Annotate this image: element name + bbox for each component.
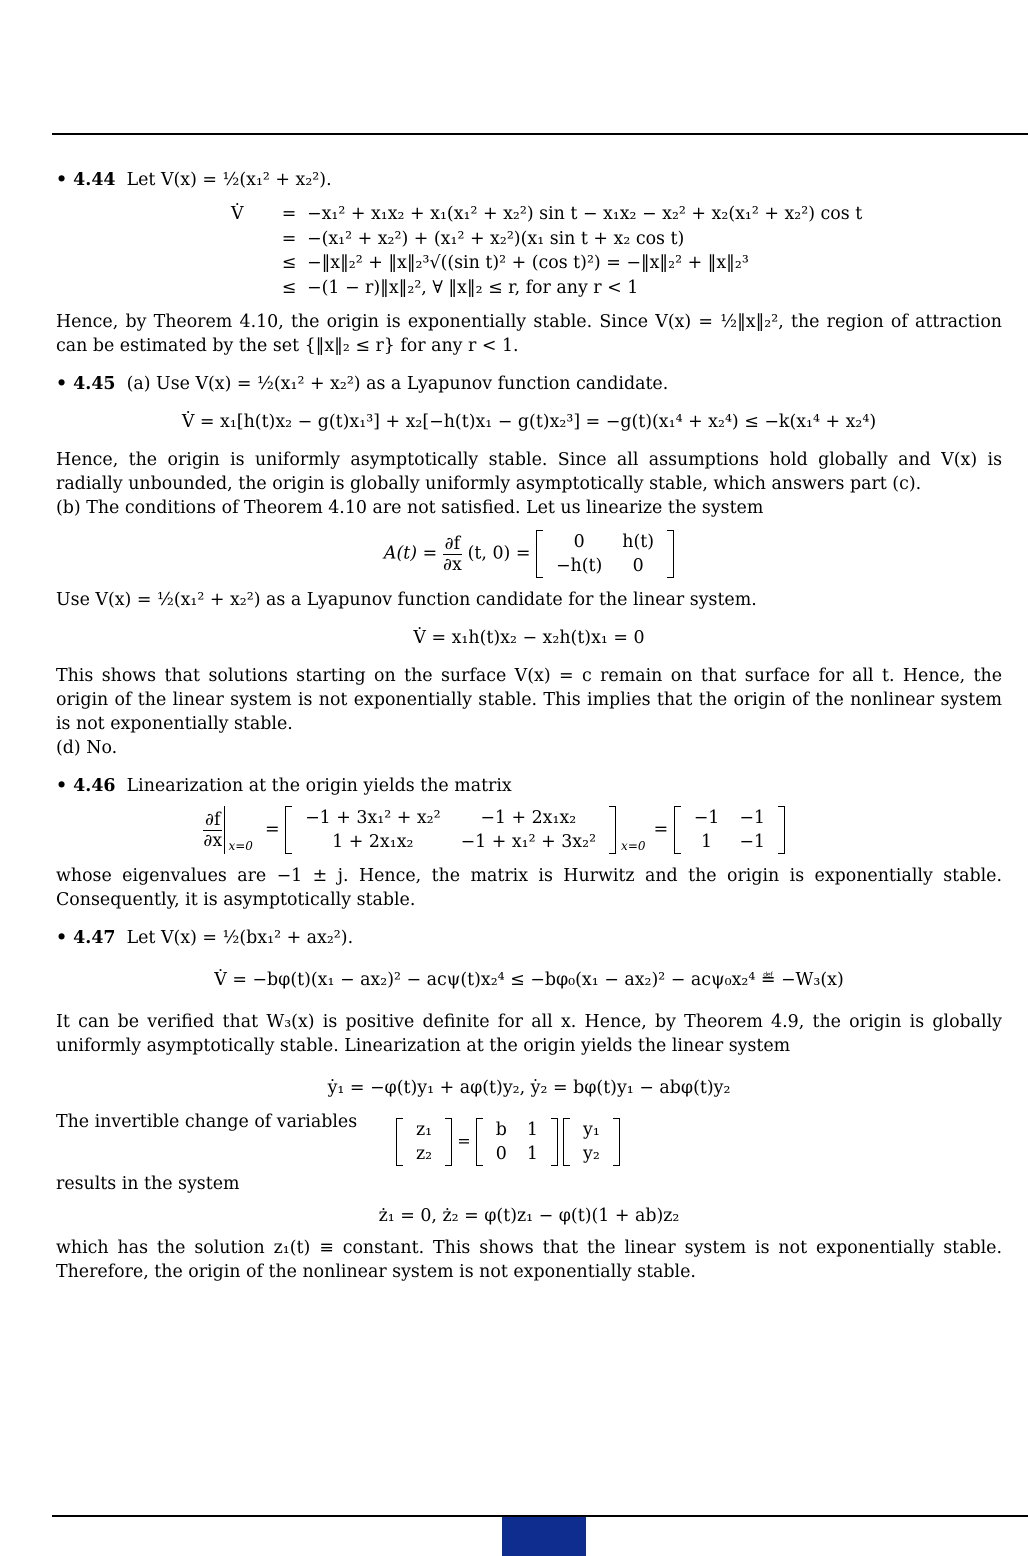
vector-y: y₁ y₂ — [563, 1118, 620, 1166]
page-content — [56, 168, 1002, 1284]
paragraph-part-d: (d) No. — [56, 738, 118, 758]
matrix-jacobian: −1 + 3x₁² + x₂² −1 + 2x₁x₂ 1 + 2x₁x₂ −1 + x₁² + 3x₂² — [285, 806, 616, 854]
paragraph-part-b: (b) The conditions of Theorem 4.10 are not satisfied. Let us linearize the system — [56, 498, 764, 518]
paragraph-results: results in the system — [56, 1174, 240, 1194]
matrix-transform: b 1 0 1 — [476, 1118, 558, 1166]
evaluation-bar: x=0 — [224, 806, 259, 854]
equation-vdot-linear: V̇ = x₁h(t)x₂ − x₂h(t)x₁ = 0 — [413, 628, 645, 648]
paragraph-linear-lyapunov: Use V(x) = ½(x₁² + x₂²) as a Lyapunov function candidate for the linear system. — [56, 590, 757, 610]
exercise-4-46-conclusion: whose eigenvalues are −1 ± j. Hence, the matrix is Hurwitz and the origin is exponentially stable. Consequently, it is asymptotically stable. — [56, 866, 1002, 910]
matrix-A: 0 h(t) −h(t) 0 — [536, 530, 674, 578]
exercise-4-46-intro: • 4.46 Linearization at the origin yields the matrix — [56, 776, 512, 796]
jacobian-origin-equation: $\frac{\partial f}{\partial x}$ x=0 = −1 + 3x₁² + x₂² −1 + 2x₁x₂ 1 + 2x₁x₂ −1 + x₁² + 3x₂² x=0 = −1 −1 1 −1 — [0, 806, 1002, 854]
exercise-number: 4.46 — [73, 776, 116, 796]
equation-linear-system: ẏ₁ = −φ(t)y₁ + aφ(t)y₂, ẏ₂ = bφ(t)y₁ − abφ(t)y₂ — [327, 1078, 731, 1098]
header-rule — [52, 133, 1028, 135]
exercise-4-44-conclusion: Hence, by Theorem 4.10, the origin is exponentially stable. Since V(x) = ½‖x‖₂², the region of attraction can be estimated by the set {‖x‖₂ ≤ r} for any r < 1. — [56, 312, 1002, 356]
paragraph-not-exponential: This shows that solutions starting on the surface V(x) = c remain on that surface for all t. Hence, the origin of the linear system is not exponentially stable. This implies that the origin of the nonlinear system is not exponentially stable. — [56, 666, 1002, 734]
transform-equation: z₁ z₂ = b 1 0 1 y₁ y₂ — [396, 1118, 620, 1166]
equation-vdot-447: V̇ = −bφ(t)(x₁ − ax₂)² − acψ(t)x₂⁴ ≤ −bφ₀(x₁ − ax₂)² − acψ₀x₂⁴ ≝ −W₃(x) — [214, 970, 844, 990]
derivation-lhs: V̇ — [231, 204, 244, 224]
page-number-tab — [502, 1517, 586, 1556]
exercise-4-47-conclusion: which has the solution z₁(t) ≡ constant. This shows that the linear system is not exponentially stable. Therefore, the origin of the nonlinear system is not exponentially stable. — [56, 1238, 1002, 1282]
paragraph-change-of-variables: The invertible change of variables — [56, 1112, 358, 1132]
matrix-evaluated: −1 −1 1 −1 — [674, 806, 785, 854]
jacobian-A-equation: A(t) = $\frac{\partial f}{\partial x}$ (t, 0) = 0 h(t) −h(t) 0 — [56, 530, 1002, 578]
paragraph-positive-definite: It can be verified that W₃(x) is positive definite for all x. Hence, by Theorem 4.9, the origin is globally uniformly asymptotically stable. Linearization at the origin yields the linear system — [56, 1012, 1002, 1056]
exercise-4-47-intro: • 4.47 Let V(x) = ½(bx₁² + ax₂²). — [56, 928, 354, 948]
partial-fraction: $\frac{\partial f}{\partial x}$ — [203, 809, 223, 851]
exercise-number: 4.45 — [73, 374, 116, 394]
exercise-4-44-intro: • 4.44 Let V(x) = ½(x₁² + x₂²). — [56, 170, 332, 190]
vector-z: z₁ z₂ — [396, 1118, 452, 1166]
exercise-number: 4.47 — [73, 928, 116, 948]
equation-z-system: ż₁ = 0, ż₂ = φ(t)z₁ − φ(t)(1 + ab)z₂ — [378, 1206, 680, 1226]
exercise-4-44-derivation: V̇ = −x₁² + x₁x₂ + x₁(x₁² + x₂²) sin t − x₁x₂ − x₂² + x₂(x₁² + x₂²) cos t = −(x₁² + x₂²) + (x₁² + x₂²)(x₁ sin t + x₂ cos t) ≤ −‖x‖₂² + ‖x‖₂³√((sin t)² + (cos t)²) = −‖x‖₂² + ‖x‖₂³ ≤ −(1 − r)‖x‖₂², ∀ ‖x‖₂ ≤ r, for any r < 1 — [231, 204, 863, 298]
paragraph-uniform-stability: Hence, the origin is uniformly asymptotically stable. Since all assumptions hold globally and V(x) is radially unbounded, the origin is globally uniformly asymptotically stable, which answers part (c). — [56, 450, 1002, 494]
exercise-4-45-intro: • 4.45 (a) Use V(x) = ½(x₁² + x₂²) as a Lyapunov function candidate. — [56, 374, 669, 394]
partial-fraction: $\frac{\partial f}{\partial x}$ — [442, 533, 462, 575]
exercise-number: 4.44 — [73, 170, 116, 190]
equation-vdot-a: V̇ = x₁[h(t)x₂ − g(t)x₁³] + x₂[−h(t)x₁ − g(t)x₂³] = −g(t)(x₁⁴ + x₂⁴) ≤ −k(x₁⁴ + x₂⁴) — [181, 412, 877, 432]
change-of-variables-block — [56, 1110, 1002, 1172]
